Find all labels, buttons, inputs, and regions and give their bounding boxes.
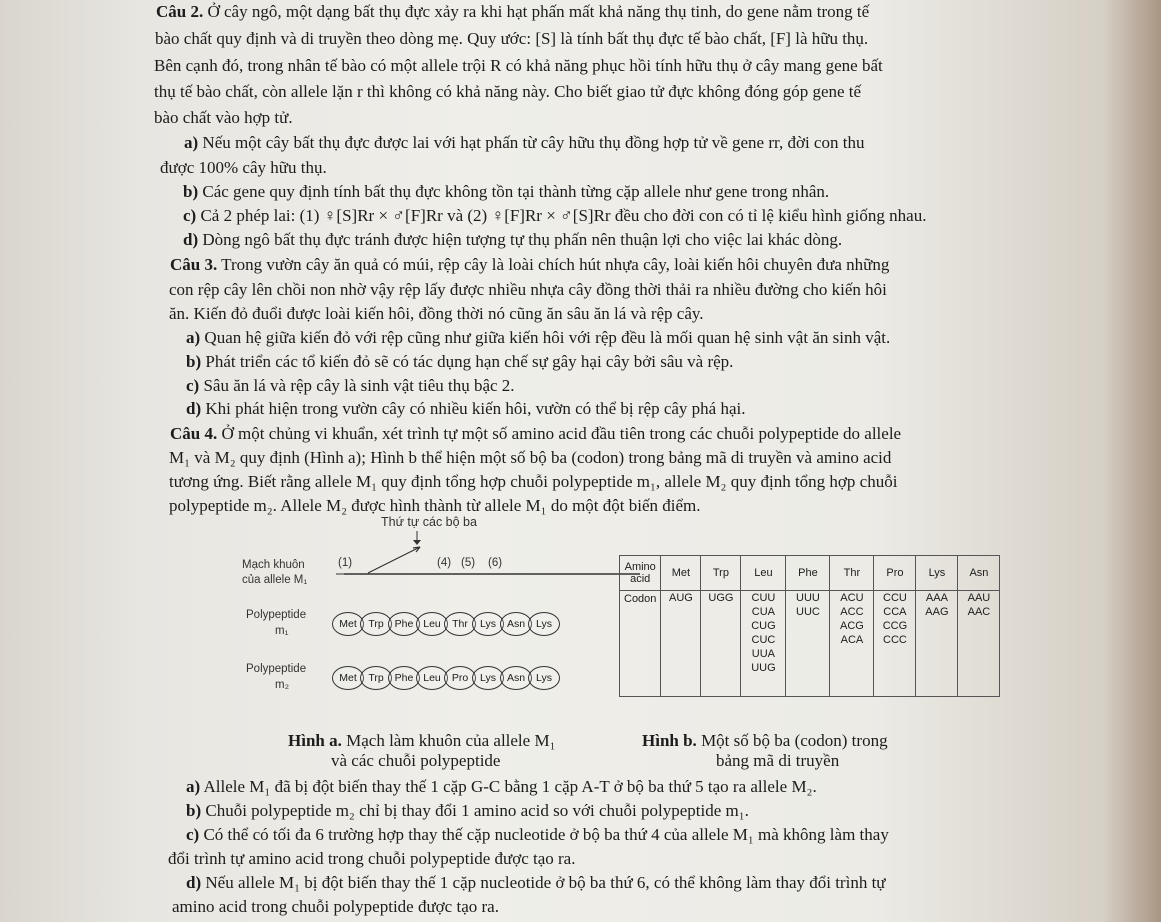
question-2-option-b (183, 182, 829, 202)
question-2-option-a (184, 133, 864, 153)
codon: CCU (883, 592, 907, 604)
option-label: b) (186, 801, 202, 820)
amino-acid-bead: Lys (472, 666, 504, 690)
option-label: b) (186, 352, 202, 371)
question-4-option-b (186, 801, 749, 821)
amino-acid-bead: Thr (444, 612, 476, 636)
option-label: a) (184, 133, 199, 152)
codon: AAU (967, 592, 991, 604)
table-header-row (620, 556, 1000, 591)
codon: CUG (751, 620, 776, 632)
option-label: c) (186, 825, 200, 844)
amino-acid-bead: Pro (444, 666, 476, 690)
template-strand-drawing (240, 529, 640, 579)
question-4-line-4: polypeptide m₂. Allele M₂ được hình thành từ allele M₁ do một đột biến điểm. (169, 496, 701, 515)
option-text: Nếu một cây bất thụ đực được lai với hạt phấn từ cây hữu thụ đồng hợp tử về gene rr, đời con thu (198, 133, 865, 152)
codon-marker-6: (6) (488, 557, 503, 569)
question-4-line-3: tương ứng. Biết rằng allele M₁ quy định tổng hợp chuỗi polypeptide m₁, allele M₂ quy định tổng hợp chuỗi (169, 472, 898, 491)
codon: ACA (840, 634, 864, 646)
codon-cell (786, 591, 830, 697)
figure-a (240, 515, 610, 695)
codon: ACU (840, 592, 864, 604)
codon: ACC (840, 606, 864, 618)
template-label-line-1: Mạch khuôn (242, 559, 305, 571)
amino-acid-cell: Trp (701, 556, 741, 591)
question-4-option-c (186, 825, 889, 845)
option-label: a) (186, 328, 201, 347)
figure-b-caption-line-2: bảng mã di truyền (716, 751, 840, 770)
question-4-text: Ở một chủng vi khuẩn, xét trình tự một số amino acid đầu tiên trong các chuỗi polypeptide do allele (217, 424, 902, 443)
codon-marker-1: (1) (338, 557, 353, 569)
question-4-option-d (186, 873, 886, 893)
question-3-option-c (186, 376, 515, 396)
codon: UUC (796, 606, 820, 618)
amino-acid-bead: Met (332, 666, 364, 690)
question-4-line-2: M₁ và M₂ quy định (Hình a); Hình b thể hiện một số bộ ba (codon) trong bảng mã di truyền và amino acid (169, 448, 892, 467)
amino-acid-cell: Lys (916, 556, 958, 591)
question-4-option-a (186, 777, 817, 797)
header-text: Amino (624, 561, 656, 573)
question-3-option-d (186, 399, 746, 419)
figure-a-caption-line-1 (288, 731, 556, 751)
question-2-line-5: bào chất vào hợp tử. (154, 108, 293, 127)
question-3-line-3: ăn. Kiến đỏ đuổi được loài kiến hôi, đồng thời nó cũng ăn sâu ăn lá và rệp cây. (169, 304, 704, 323)
codon-cell (661, 591, 701, 697)
amino-acid-cell: Thr (830, 556, 874, 591)
question-4-line-1 (170, 424, 901, 444)
option-text: Dòng ngô bất thụ đực tránh được hiện tượng tự thụ phấn nên thuận lợi cho việc lai khác dòng. (198, 230, 843, 249)
codon: UUA (751, 648, 776, 660)
question-3-line-2: con rệp cây lên chồi non nhờ vậy rệp lấy được nhiều nhựa cây đồng thời thải ra nhiều đường cho kiến hôi (169, 280, 887, 299)
option-label: d) (186, 399, 202, 418)
question-2-line-1 (156, 2, 869, 22)
amino-acid-bead: Asn (500, 612, 532, 636)
codon: CCC (883, 634, 907, 646)
question-3-line-1 (170, 255, 889, 275)
question-2-option-c (183, 206, 926, 226)
amino-acid-cell: Asn (958, 556, 1000, 591)
option-text: Các gene quy định tính bất thụ đực không tồn tại thành từng cặp allele như gene trong nhân. (198, 182, 830, 201)
option-label: b) (183, 182, 199, 201)
amino-acid-cell: Met (661, 556, 701, 591)
option-text: Phát triển các tổ kiến đỏ sẽ có tác dụng hạn chế sự gây hại cây bởi sâu và rệp. (201, 352, 734, 371)
m2-label-line-1: Polypeptide (246, 663, 307, 675)
template-label-line-2: của allele M₁ (242, 574, 308, 586)
codon-cell (741, 591, 786, 697)
option-text: Có thể có tối đa 6 trường hợp thay thế cặp nucleotide ở bộ ba thứ 4 của allele M₁ mà không làm thay (199, 825, 889, 844)
amino-acid-bead: Lys (528, 612, 560, 636)
option-text: Nếu allele M₁ bị đột biến thay thế 1 cặp nucleotide ở bộ ba thứ 6, có thể không làm thay đổi trình tự (201, 873, 886, 892)
m2-label-line-2: m₂ (275, 679, 290, 691)
question-3-option-a (186, 328, 890, 348)
codon: AAA (925, 592, 948, 604)
caption-label: Hình b. (642, 731, 697, 750)
option-text: Khi phát hiện trong vườn cây có nhiều kiến hôi, vườn có thể bị rệp cây phá hại. (201, 399, 746, 418)
amino-acid-bead: Leu (416, 666, 448, 690)
codon: UUU (796, 592, 820, 604)
question-4-option-c-cont: đổi trình tự amino acid trong chuỗi polypeptide được tạo ra. (168, 849, 576, 868)
amino-acid-bead: Trp (360, 666, 392, 690)
option-label: d) (186, 873, 202, 892)
codon-cell (874, 591, 916, 697)
question-2-line-3: Bên cạnh đó, trong nhân tế bào có một allele trội R có khả năng phục hồi tính hữu thụ ở cây mang gene bất (154, 56, 883, 75)
caption-text: Mạch làm khuôn của allele M₁ (341, 731, 556, 750)
codon: UGG (708, 592, 734, 604)
codon-cell (958, 591, 1000, 697)
codon: CUA (751, 606, 776, 618)
amino-acid-cell: Pro (874, 556, 916, 591)
codon-row (620, 591, 1000, 697)
codon-marker-5: (5) (461, 557, 476, 569)
amino-acid-bead: Phe (388, 666, 420, 690)
codon-cell (916, 591, 958, 697)
arrow-down-icon (413, 540, 421, 545)
option-label: d) (183, 230, 199, 249)
polypeptide-m1-chain (336, 612, 560, 636)
figure-b-caption-line-1 (642, 731, 888, 751)
question-2-option-a-cont: được 100% cây hữu thụ. (160, 158, 327, 177)
question-2-line-4: thụ tế bào chất, còn allele lặn r thì không có khả năng này. Cho biết giao tử đực không đóng góp gene tế (154, 82, 862, 101)
codon-order-header: Thứ tự các bộ ba (381, 515, 477, 529)
codon: UUG (751, 662, 776, 674)
codon-cell (830, 591, 874, 697)
m1-label-line-1: Polypeptide (246, 609, 307, 621)
amino-acid-cell: Leu (741, 556, 786, 591)
option-text: Allele M₁ đã bị đột biến thay thế 1 cặp G-C bằng 1 cặp A-T ở bộ ba thứ 5 tạo ra allele M₂. (200, 777, 817, 796)
codon-marker-4: (4) (437, 557, 452, 569)
question-4-option-d-cont: amino acid trong chuỗi polypeptide được tạo ra. (172, 897, 499, 916)
option-label: c) (186, 376, 200, 395)
codon: AUG (669, 592, 693, 604)
m1-label-line-2: m₁ (275, 625, 289, 637)
question-3-label: Câu 3. (170, 255, 218, 274)
question-3-option-b (186, 352, 733, 372)
amino-acid-bead: Lys (472, 612, 504, 636)
codon: AAG (925, 606, 949, 618)
codon: ACG (840, 620, 864, 632)
option-text: Sâu ăn lá và rệp cây là sinh vật tiêu thụ bậc 2. (199, 376, 515, 395)
caption-label: Hình a. (288, 731, 342, 750)
codon: CUC (751, 634, 776, 646)
question-3-text: Trong vườn cây ăn quả có múi, rệp cây là loài chích hút nhựa cây, loài kiến hôi chuyên đưa những (217, 255, 890, 274)
caption-text: Một số bộ ba (codon) trong (696, 731, 888, 750)
question-4-label: Câu 4. (170, 424, 218, 443)
option-label: c) (183, 206, 197, 225)
codon: CUU (751, 592, 776, 604)
question-2-text: Ở cây ngô, một dạng bất thụ đực xảy ra khi hạt phấn mất khả năng thụ tinh, do gene nằm trong tế (203, 2, 870, 21)
amino-acid-bead: Phe (388, 612, 420, 636)
question-2-option-d (183, 230, 842, 250)
amino-acid-cell: Phe (786, 556, 830, 591)
amino-acid-bead: Met (332, 612, 364, 636)
codon-cell (701, 591, 741, 697)
header-text: acid (630, 573, 651, 585)
codon: CCA (883, 606, 907, 618)
option-text: Chuỗi polypeptide m₂ chỉ bị thay đổi 1 amino acid so với chuỗi polypeptide m₁. (201, 801, 749, 820)
polypeptide-m2-chain (336, 666, 560, 690)
option-text: Quan hệ giữa kiến đỏ với rệp cũng như giữa kiến hôi với rệp đều là mối quan hệ sinh vật ăn sinh vật. (200, 328, 891, 347)
figure-a-caption-line-2: và các chuỗi polypeptide (331, 751, 501, 770)
amino-acid-bead: Lys (528, 666, 560, 690)
amino-acid-bead: Trp (360, 612, 392, 636)
amino-acid-header (620, 556, 661, 591)
codon: AAC (967, 606, 991, 618)
question-2-label: Câu 2. (156, 2, 204, 21)
amino-acid-bead: Asn (500, 666, 532, 690)
codon: CCG (882, 620, 908, 632)
codon-row-header: Codon (620, 591, 661, 697)
option-label: a) (186, 777, 201, 796)
amino-acid-bead: Leu (416, 612, 448, 636)
option-text: Cả 2 phép lai: (1) ♀[S]Rr × ♂[F]Rr và (2) ♀[F]Rr × ♂[S]Rr đều cho đời con có tỉ lệ kiểu hình giống nhau. (196, 206, 927, 225)
question-2-line-2: bào chất quy định và di truyền theo dòng mẹ. Quy ước: [S] là tính bất thụ đực tế bào chất, [F] là hữu thụ. (155, 29, 869, 48)
codon-table (619, 555, 1000, 697)
